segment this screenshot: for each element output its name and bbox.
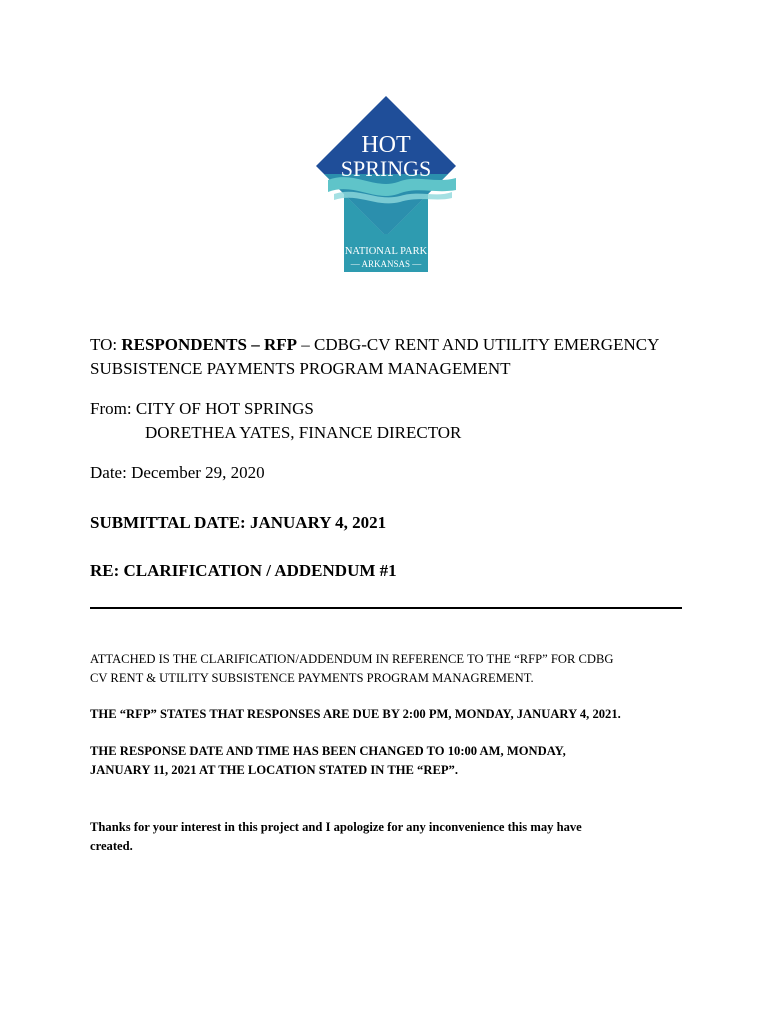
to-line-1 — [90, 333, 659, 357]
to-respondents: RESPONDENTS – RFP — [121, 335, 298, 354]
to-subject-line1: – CDBG-CV RENT AND UTILITY EMERGENCY — [297, 335, 660, 354]
logo-line-national-park: NATIONAL PARK — [344, 246, 428, 257]
attached-line-2: CV RENT & UTILITY SUBSISTENCE PAYMENTS PROGRAM MANAGREMENT. — [90, 671, 534, 685]
hot-springs-logo — [314, 94, 458, 274]
logo-line-arkansas: — ARKANSAS — — [350, 259, 422, 269]
logo-line-hot: HOT — [361, 132, 411, 158]
hot-springs-logo-graphic — [314, 94, 458, 274]
re-line: RE: CLARIFICATION / ADDENDUM #1 — [90, 561, 397, 580]
changed-line-1: THE RESPONSE DATE AND TIME HAS BEEN CHANGED TO 10:00 AM, MONDAY, — [90, 744, 566, 758]
from-label: From: — [90, 399, 132, 418]
to-label: TO: — [90, 335, 118, 354]
to-block — [90, 333, 659, 381]
from-line-1 — [90, 397, 461, 421]
thanks-paragraph — [90, 818, 582, 856]
date-line: Date: December 29, 2020 — [90, 463, 265, 482]
date-changed-paragraph — [90, 742, 566, 780]
to-subject-line2: SUBSISTENCE PAYMENTS PROGRAM MANAGEMENT — [90, 359, 511, 378]
from-person: DORETHEA YATES, FINANCE DIRECTOR — [145, 423, 462, 442]
submittal-date: SUBMITTAL DATE: JANUARY 4, 2021 — [90, 513, 387, 532]
divider-rule — [90, 607, 682, 609]
thanks-line-1: Thanks for your interest in this project and I apologize for any inconvenience this may have — [90, 820, 582, 834]
rfp-states-paragraph: THE “RFP” STATES THAT RESPONSES ARE DUE BY 2:00 PM, MONDAY, JANUARY 4, 2021. — [90, 707, 621, 721]
attached-paragraph — [90, 650, 614, 688]
logo-line-springs: SPRINGS — [340, 156, 432, 181]
attached-line-1: ATTACHED IS THE CLARIFICATION/ADDENDUM IN REFERENCE TO THE “RFP” FOR CDBG — [90, 652, 614, 666]
from-city: CITY OF HOT SPRINGS — [135, 399, 314, 418]
thanks-line-2: created. — [90, 839, 133, 853]
from-block — [90, 397, 461, 445]
changed-line-2: JANUARY 11, 2021 AT THE LOCATION STATED IN THE “REP”. — [90, 763, 458, 777]
